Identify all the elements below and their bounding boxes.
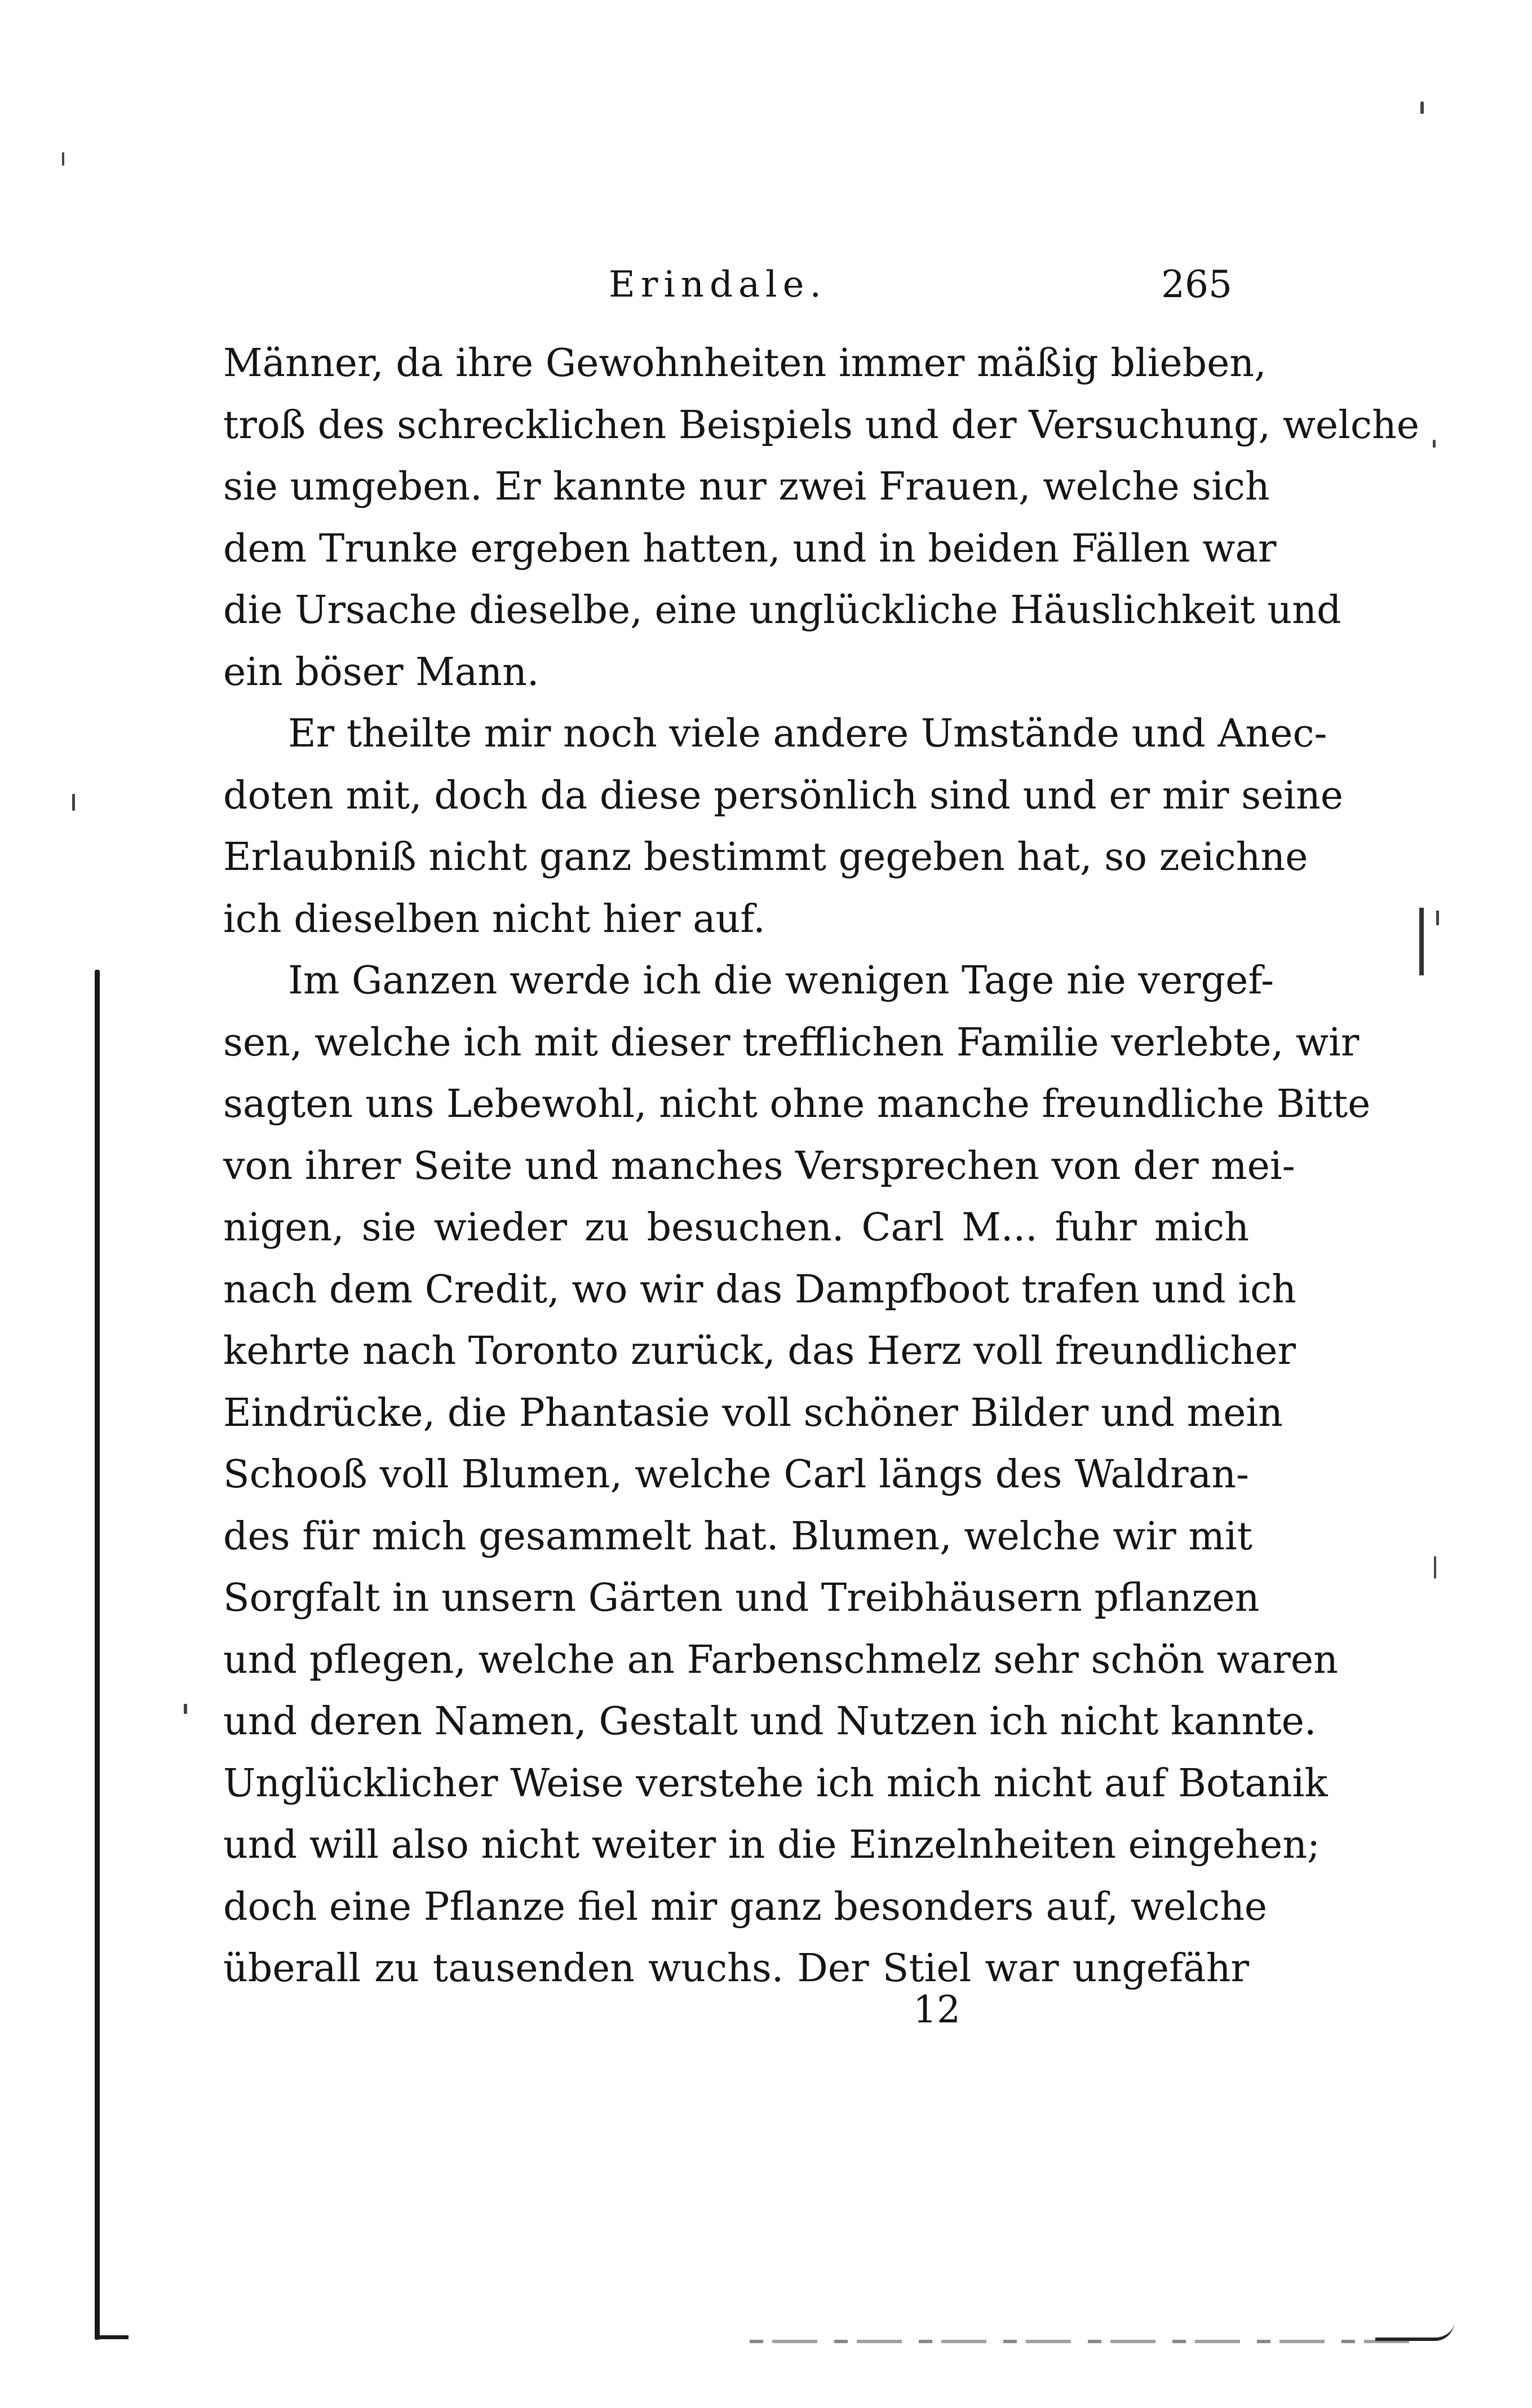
binding-edge-tick [95, 2335, 129, 2339]
scan-edge-curve [1375, 2322, 1454, 2341]
page-number: 265 [1161, 263, 1232, 306]
text-line: von ihrer Seite und manches Versprechen von der mei- [223, 1143, 1295, 1188]
margin-mark-small [1436, 911, 1439, 925]
scan-speck [72, 794, 75, 811]
running-title: Erindale. [609, 264, 827, 306]
text-line: Unglücklicher Weise verstehe ich mich nicht auf Botanik [223, 1761, 1328, 1806]
body-text [223, 333, 1420, 2000]
text-line: troß des schrecklichen Beispiels und der Versuchung, welche [223, 403, 1420, 448]
text-line: ein böser Mann. [223, 650, 539, 695]
text-line: kehrte nach Toronto zurück, das Herz voll freundlicher [223, 1329, 1296, 1373]
text-line: Eindrücke, die Phantasie voll schöner Bilder und mein [223, 1390, 1283, 1435]
signature-mark: 12 [913, 1988, 960, 2031]
text-line: Erlaubniß nicht ganz bestimmt gegeben hat, so zeichne [223, 835, 1308, 880]
text-line: nach dem Credit, wo wir das Dampfboot trafen und ich [223, 1267, 1296, 1312]
margin-mark [1419, 908, 1424, 975]
scan-speck [1420, 101, 1424, 114]
binding-edge-line [95, 970, 100, 2340]
text-line: doten mit, doch da diese persönlich sind und er mir seine [223, 773, 1344, 818]
text-line: sen, welche ich mit dieser trefflichen Familie verlebte, wir [223, 1020, 1360, 1065]
running-head [0, 259, 1532, 310]
text-line: dem Trunke ergeben hatten, und in beiden Fällen war [223, 526, 1277, 571]
scan-speck [184, 1704, 187, 1714]
text-line: nigen, sie wieder zu besuchen. Carl M... fuhr mich [223, 1205, 1249, 1250]
text-line: Er theilte mir noch viele andere Umstände und Anec- [288, 712, 1327, 756]
text-line: die Ursache dieselbe, eine unglückliche Häuslichkeit und [223, 588, 1341, 633]
text-line: des für mich gesammelt hat. Blumen, welche wir mit [223, 1514, 1252, 1559]
text-line: Sorgfalt in unsern Gärten und Treibhäusern pflanzen [223, 1576, 1260, 1620]
text-line: Im Ganzen werde ich die wenigen Tage nie vergef- [288, 958, 1274, 1003]
text-line: ich dieselben nicht hier auf. [223, 896, 765, 942]
text-line: Männer, da ihre Gewohnheiten immer mäßig blieben, [223, 341, 1267, 386]
text-line: Schooß voll Blumen, welche Carl längs des Waldran- [223, 1452, 1249, 1497]
text-line: und will also nicht weiter in die Einzelnheiten eingehen; [223, 1823, 1320, 1867]
scan-speck [1433, 440, 1436, 448]
text-line: doch eine Pflanze fiel mir ganz besonders auf, welche [223, 1884, 1268, 1929]
text-line: sagten uns Lebewohl, nicht ohne manche freundliche Bitte [223, 1082, 1371, 1126]
scan-edge-noise [750, 2340, 1415, 2343]
text-line: sie umgeben. Er kannte nur zwei Frauen, welche sich [223, 465, 1270, 509]
text-line: überall zu tausenden wuchs. Der Stiel war ungefähr [223, 1946, 1249, 1991]
scan-speck [1434, 1556, 1436, 1579]
text-line: und pflegen, welche an Farbenschmelz sehr schön waren [223, 1637, 1338, 1682]
text-line: und deren Namen, Gestalt und Nutzen ich nicht kannte. [223, 1699, 1317, 1744]
scan-speck [62, 152, 64, 166]
